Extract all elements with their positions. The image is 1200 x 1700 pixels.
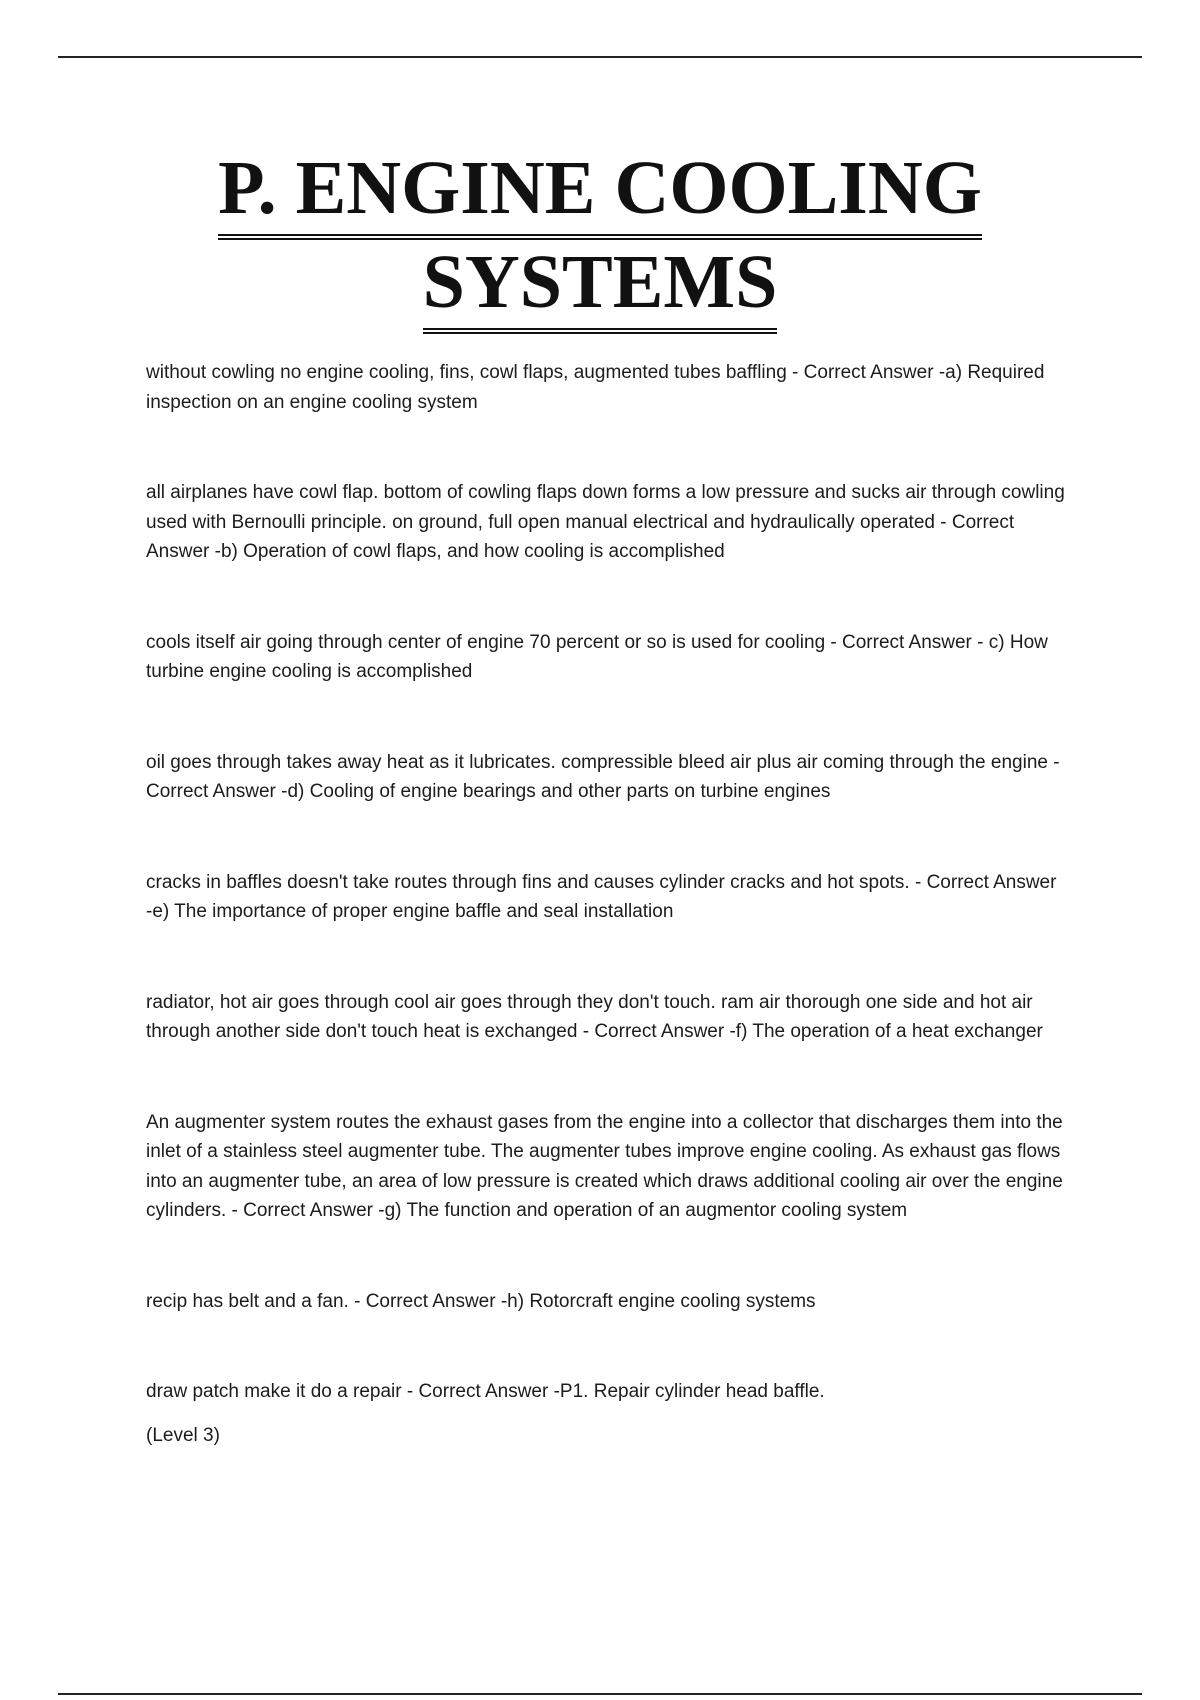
qa-item-e: cracks in baffles doesn't take routes through fins and causes cylinder cracks and hot spots. - Correct Answer -e) The importance of proper engine baffle and seal installation bbox=[146, 871, 1057, 922]
qa-item-c: cools itself air going through center of engine 70 percent or so is used for cooling - Correct Answer - c) How turbine engine cooling is accomplished bbox=[146, 631, 1048, 682]
qa-item-h: recip has belt and a fan. - Correct Answer -h) Rotorcraft engine cooling systems bbox=[146, 1290, 816, 1312]
qa-item-a: without cowling no engine cooling, fins, cowl flaps, augmented tubes baffling - Correct Answer -a) Required inspection on an engine cooling system bbox=[146, 362, 1045, 413]
qa-item-g: An augmenter system routes the exhaust gases from the engine into a collector that discharges them into the inlet of a stainless steel augmenter tube. The augmenter tubes improve engine cooling. As exhaust gas flows into an augmenter tube, an area of low pressure is created which draws additional cooling air over the engine cylinders. - Correct Answer -g) The function and operation of an augmentor cooling system bbox=[146, 1111, 1063, 1221]
qa-item-f: radiator, hot air goes through cool air goes through they don't touch. ram air thorough one side and hot air through another side don't touch heat is exchanged - Correct Answer -f) The operation of a heat exchanger bbox=[146, 991, 1043, 1042]
qa-list bbox=[146, 358, 1066, 1450]
qa-item-b: all airplanes have cowl flap. bottom of cowling flaps down forms a low pressure and sucks air through cowling used with Bernoulli principle. on ground, full open manual electrical and hydraulically operated - Correct Answer -b) Operation of cowl flaps, and how cooling is accomplished bbox=[146, 482, 1065, 562]
qa-item-p1: draw patch make it do a repair - Correct Answer -P1. Repair cylinder head baffle. bbox=[146, 1381, 825, 1402]
title-line-2: SYSTEMS bbox=[423, 242, 778, 334]
qa-item-d: oil goes through takes away heat as it lubricates. compressible bleed air plus air coming through the engine - Correct Answer -d) Cooling of engine bearings and other parts on turbine engines bbox=[146, 751, 1060, 802]
bottom-rule bbox=[58, 1693, 1142, 1695]
top-rule bbox=[58, 56, 1142, 58]
title-line-1: P. ENGINE COOLING bbox=[218, 148, 982, 240]
level-note: (Level 3) bbox=[146, 1424, 220, 1446]
page-title bbox=[0, 148, 1200, 336]
